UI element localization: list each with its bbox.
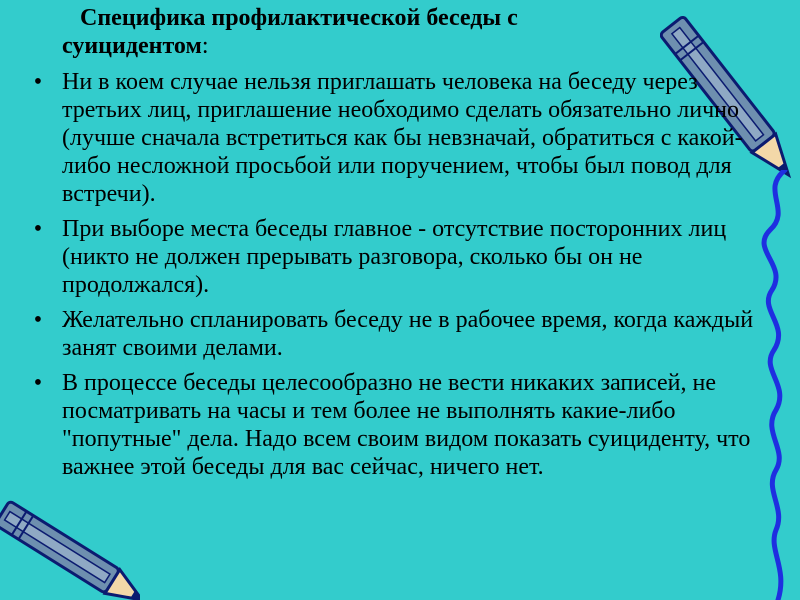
title-part1: Специфика профилактической беседы с bbox=[80, 5, 518, 31]
bullet-icon: • bbox=[33, 370, 43, 396]
bullet-icon: • bbox=[33, 69, 43, 95]
bullet-text: При выборе места беседы главное - отсутствие посторонних лиц (никто не должен прерывать разговора, сколько бы он не продолжался). bbox=[62, 216, 727, 298]
slide-content bbox=[28, 4, 758, 488]
bullet-icon: • bbox=[33, 307, 43, 333]
list-item bbox=[28, 68, 758, 208]
list-item bbox=[28, 369, 758, 481]
bullet-icon: • bbox=[33, 216, 43, 242]
slide-title bbox=[28, 4, 758, 60]
bullet-text: В процессе беседы целесообразно не вести никаких записей, не посматривать на часы и тем более не выполнять какие-либо "попутные" дела. Надо всем своим видом показать суициденту, что важнее этой беседы для вас сейчас, ничего нет. bbox=[62, 370, 751, 480]
bullet-text: Ни в коем случае нельзя приглашать человека на беседу через третьих лиц, приглашение необходимо сделать обязательно лично (лучше сначала встретиться как бы невзначай, обратиться с какой-либо несложной просьбой или поручением, чтобы был повод для встречи). bbox=[62, 69, 743, 207]
list-item bbox=[28, 215, 758, 299]
title-part2: суицидентом bbox=[62, 33, 202, 59]
bullet-list bbox=[28, 68, 758, 481]
title-colon: : bbox=[201, 33, 209, 59]
pencil-icon bbox=[0, 500, 140, 600]
list-item bbox=[28, 306, 758, 362]
bullet-text: Желательно спланировать беседу не в рабочее время, когда каждый занят своими делами. bbox=[62, 307, 754, 361]
